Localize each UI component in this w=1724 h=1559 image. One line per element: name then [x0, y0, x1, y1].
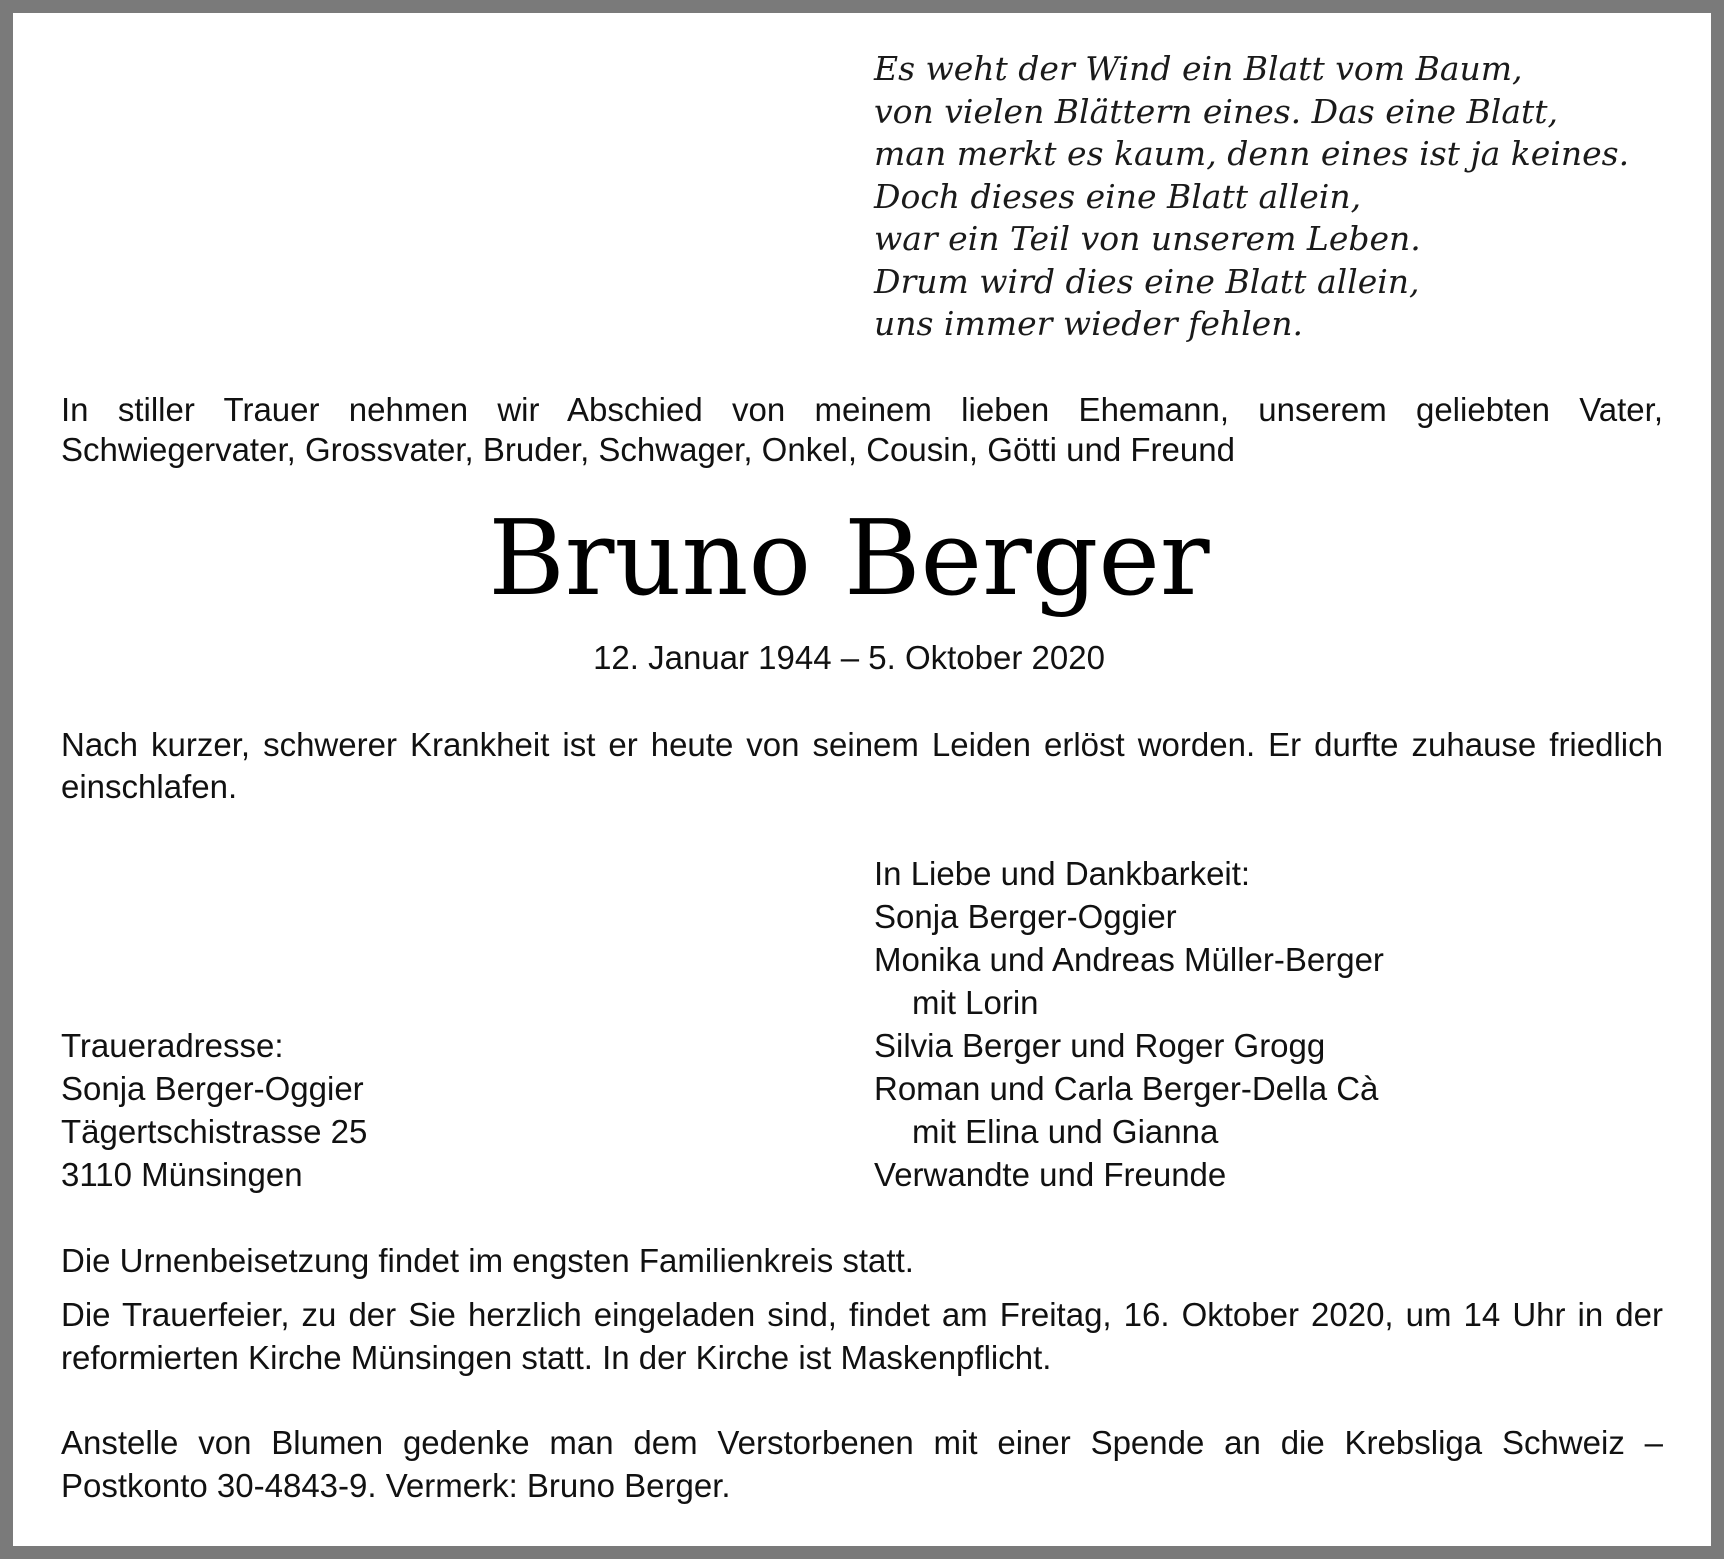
poem-line: Drum wird dies eine Blatt allein, [874, 261, 1420, 301]
intro-text: In stiller Trauer nehmen wir Abschied von meinem lieben Ehemann, unserem geliebten Vater, Schwiegervater, Grossvater, Bruder, Schwager, Onkel, Cousin, Götti und Freund [61, 391, 1663, 468]
family-member: Sonja Berger-Oggier [874, 898, 1177, 935]
family-member: Monika und Andreas Müller-Berger [874, 941, 1384, 978]
poem-line: von vielen Blättern eines. Das eine Blatt, [874, 91, 1559, 131]
urn-burial-text: Die Urnenbeisetzung findet im engsten Familienkreis statt. [61, 1242, 914, 1279]
family-member: mit Lorin [912, 984, 1039, 1021]
mourning-address [61, 1024, 367, 1196]
address-street: Tägertschistrasse 25 [61, 1113, 368, 1150]
poem-line: Doch dieses eine Blatt allein, [874, 176, 1362, 216]
death-notice-text: Nach kurzer, schwerer Krankheit ist er heute von seinem Leiden erlöst worden. Er durfte zuhause friedlich einschlafen. [61, 726, 1663, 805]
poem [874, 48, 1629, 346]
family-list [874, 852, 1384, 1196]
poem-line: Es weht der Wind ein Blatt vom Baum, [874, 49, 1523, 88]
life-dates: 12. Januar 1944 – 5. Oktober 2020 [593, 639, 1105, 676]
poem-line: man merkt es kaum, denn eines ist ja keines. [874, 134, 1630, 173]
family-member: Silvia Berger und Roger Grogg [874, 1027, 1326, 1064]
address-heading: Traueradresse: [61, 1027, 284, 1064]
family-member: Verwandte und Freunde [874, 1156, 1227, 1193]
family-member: mit Elina und Gianna [912, 1113, 1219, 1150]
poem-line: war ein Teil von unserem Leben. [874, 219, 1421, 258]
address-city: 3110 Münsingen [61, 1156, 303, 1193]
funeral-service-text: Die Trauerfeier, zu der Sie herzlich eingeladen sind, findet am Freitag, 16. Oktober 2020, um 14 Uhr in der reformierten Kirche Münsingen statt. In der Kirche ist Maskenpflicht. [61, 1296, 1663, 1376]
family-member: Roman und Carla Berger-Della Cà [874, 1070, 1379, 1107]
poem-line: uns immer wieder fehlen. [874, 304, 1303, 343]
family-heading: In Liebe und Dankbarkeit: [874, 855, 1251, 892]
deceased-name: Bruno Berger [488, 497, 1210, 619]
address-name: Sonja Berger-Oggier [61, 1070, 364, 1107]
donation-text: Anstelle von Blumen gedenke man dem Verstorbenen mit einer Spende an die Krebsliga Schweiz – Postkonto 30-4843-9. Vermerk: Bruno Berger. [61, 1424, 1663, 1504]
